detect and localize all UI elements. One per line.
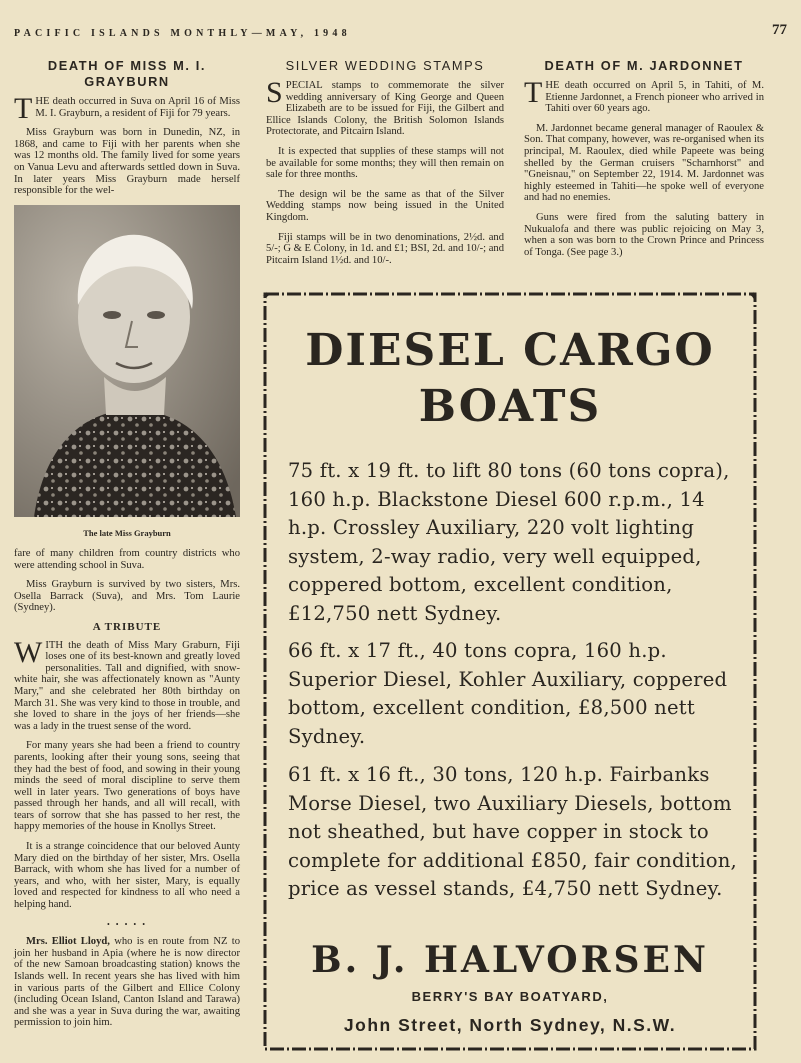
- boat-2-listing: 66 ft. x 17 ft., 40 tons copra, 160 h.p. Superior Diesel, Kohler Auxiliary, coppered bottom, excellent condition, £8,500 nett Sydney.: [288, 639, 728, 748]
- tribute-paragraph-1: WITH the death of Miss Mary Graburn, Fiji loses one of its best-known and greatly loved personalities. Tall and dignified, with snow-white hair, she was affectionately known as "Aunty Mary," and she celebrated her 80th birthday on March 31. She was very kind to those in trouble, and she loved to share in the joys of her friends—she was a lady in the truest sense of the word.: [14, 635, 240, 732]
- drop-cap: T: [524, 76, 543, 109]
- tribute-paragraph-3: It is a strange coincidence that our beloved Aunty Mary died on the birthday of her sister, Mrs. Osella Barrack, with whom she has lived for a number of years, and who, with her sister, Mary, is equally loved and respected for kindness to all who need a helping hand.: [14, 841, 240, 911]
- drop-cap: S: [266, 76, 283, 109]
- running-head: [14, 22, 787, 44]
- jardonnet-paragraph-1: THE death occurred on April 5, in Tahiti, of M. Etienne Jardonnet, a French pioneer who arrived in Tahiti over 60 years ago.: [524, 76, 764, 115]
- grayburn-article-bottom: [14, 548, 240, 1037]
- ad-headline-line-2: BOATS: [418, 381, 602, 432]
- portrait-image: [14, 205, 240, 517]
- stamps-headline: SILVER WEDDING STAMPS: [285, 58, 485, 73]
- stamps-paragraph-1: SPECIAL stamps to commemorate the silver wedding anniversary of King George and Queen Elizabeth are to be issued for Fiji, the Gilbert and Ellice Islands Colony, the British Solomon Islands Protectorate, and Pitcairn Island.: [266, 76, 504, 138]
- boatyard-name: BERRY'S BAY BOATYARD,: [411, 989, 609, 1004]
- jardonnet-headline: DEATH OF M. JARDONNET: [544, 58, 744, 73]
- boat-3-listing: 61 ft. x 16 ft., 30 tons, 120 h.p. Fairbanks Morse Diesel, two Auxiliary Diesels, bottom not sheathed, but have copper in stock to complete for additional £850, fair condition, price as vessel stands, £4,750 nett Sydney.: [288, 763, 737, 901]
- lloyd-paragraph: Mrs. Elliot Lloyd, who is en route from NZ to join her husband in Apia (where he is now director of the new Samoan broadcasting station) knows the Islands well. In recent years she has lived with him in various parts of the Gilbert and Ellice Colony (including Ocean Island, Canton Island and Tarawa) and she was a year in Suva during the war, awaiting permission to join him.: [14, 936, 240, 1029]
- stamps-paragraph-3: The design wil be the same as that of the Silver Wedding stamps now being issued in the United Kingdom.: [266, 188, 504, 223]
- grayburn-headline: DEATH OF MISS M. I. GRAYBURN: [47, 58, 207, 89]
- corner-ornament: ✦: [262, 291, 271, 302]
- corner-ornament: ✦: [749, 291, 758, 302]
- running-head-title: PACIFIC ISLANDS MONTHLY—MAY, 1948: [14, 28, 351, 39]
- stamps-paragraph-4: Fiji stamps will be in two denominations, 2½d. and 5/-; G & E Colony, in 1d. and £1; BSI, 2d. and 10/-; and Pitcairn Island 1½d. and 10/-.: [266, 231, 504, 266]
- drop-cap: T: [14, 92, 33, 125]
- stamps-paragraph-2: It is expected that supplies of these stamps will not be available for some months; they will then remain on sale for three months.: [266, 145, 504, 181]
- jardonnet-article: [524, 58, 764, 266]
- boat-1-listing: 75 ft. x 19 ft. to lift 80 tons (60 tons copra), 160 h.p. Blackstone Diesel 600 r.p.m., 14 h.p. Crossley Auxiliary, 220 volt lighting system, 2-way radio, very well equipped, coppered bottom, excellent condition, £12,750 nett Sydney.: [288, 459, 730, 625]
- tonga-paragraph: Guns were fired from the saluting battery in Nukualofa and there was public rejoicing on May 3, when a son was born to the Crown Prince and Princess of Tonga. (See page 3.): [524, 211, 764, 258]
- grayburn-paragraph-1: THE death occurred in Suva on April 16 of Miss M. I. Grayburn, a resident of Fiji for 79 years.: [14, 92, 240, 125]
- page-number: 77: [772, 22, 787, 38]
- grayburn-paragraph-4: Miss Grayburn is survived by two sisters, Mrs. Osella Barrack (Suva), and Mrs. Tom Laurie (Sydney).: [14, 579, 240, 614]
- jardonnet-paragraph-2: M. Jardonnet became general manager of Raoulex & Son. That company, however, was re-organised when its principal, M. Raoulex, died while Papeete was being shelled by the German cruisers "Scharnhorst" and "Gneisnau," on September 22, 1914. M. Jardonnet was highly esteemed in Tahiti—he spoke well of everyone and had no enemies.: [524, 122, 764, 204]
- portrait-photo: [14, 205, 240, 517]
- grayburn-paragraph-2: Miss Grayburn was born in Dunedin, NZ, in 1868, and came to Fiji with her parents when she was 12 months old. The family lived for some years on Vanua Levu and afterwards settled down in Suva. In later years Miss Grayburn made herself responsible for the wel-: [14, 127, 240, 197]
- photo-caption: The late Miss Grayburn: [83, 528, 171, 538]
- advertiser-address: John Street, North Sydney, N.S.W.: [343, 1015, 677, 1035]
- grayburn-article-top: [14, 58, 240, 205]
- drop-cap: W: [14, 635, 43, 669]
- grayburn-paragraph-3: fare of many children from country districts who were attending school in Suva.: [14, 548, 240, 571]
- tribute-heading: A TRIBUTE: [92, 620, 162, 633]
- ad-headline-line-1: DIESEL CARGO: [305, 325, 715, 376]
- section-separator: • • • • •: [106, 919, 147, 929]
- diesel-boats-advertisement: [260, 289, 760, 1054]
- tribute-paragraph-2: For many years she had been a friend to country parents, looking after their young sons, seeing that they had the best of food, and sowing in their young minds the seed of moral discipline to serve them well in later years. Two generations of boys have passed through her hands, and all will recall, with tears of sorrow that she has passed to her rest, the happy memories of the house in Knollys Street.: [14, 740, 240, 833]
- advertiser-name: B. J. HALVORSEN: [311, 939, 709, 981]
- stamps-article: [266, 58, 504, 274]
